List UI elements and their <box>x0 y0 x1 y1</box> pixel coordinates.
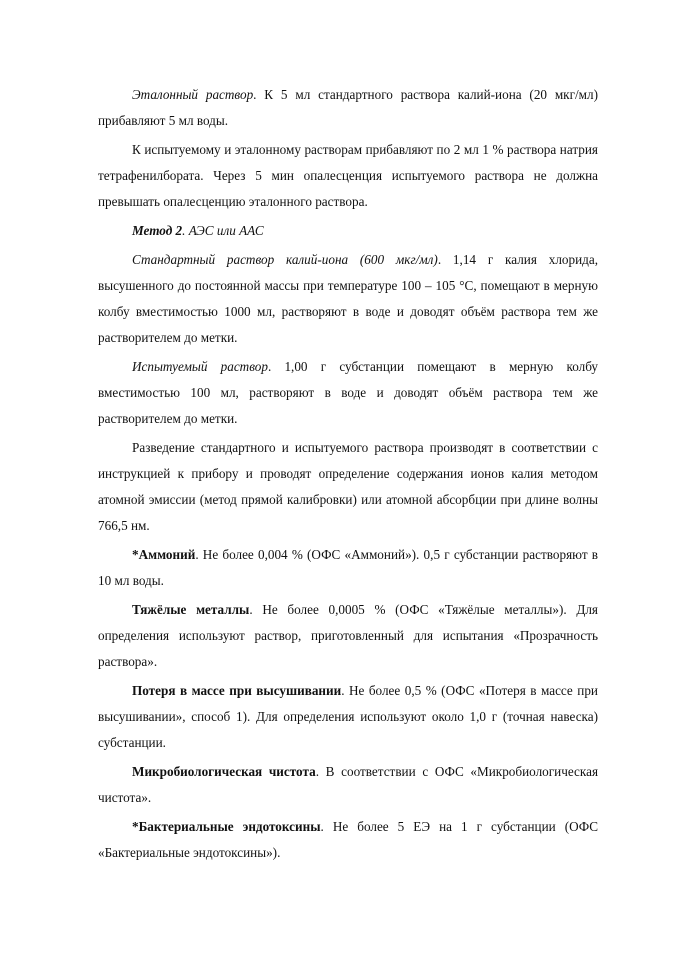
bacterial-endotoxins-text: . Не более 5 ЕЭ на 1 г субстанции (ОФС «Бактериальные эндотоксины»). <box>98 819 599 860</box>
ammonium-label: *Аммоний <box>132 547 196 562</box>
dilution-text: Разведение стандартного и испытуемого раствора производят в соответствии с инструкцией к прибору и проводят определение содержания ионов калия методом атомной эмиссии (метод прямой калибровки) или атомной абсорбции при длине волны 766,5 нм. <box>98 440 598 533</box>
method-2-heading <box>98 218 598 244</box>
dilution-paragraph <box>98 435 598 539</box>
standard-solution-paragraph <box>98 247 598 351</box>
reference-solution-paragraph <box>98 82 598 134</box>
test-solution-paragraph <box>98 354 598 432</box>
ammonium-text: . Не более 0,004 % (ОФС «Аммоний»). 0,5 г субстанции растворяют в 10 мл воды. <box>98 547 598 588</box>
heavy-metals-text: . Не более 0,0005 % (ОФС «Тяжёлые металлы»). Для определения используют раствор, приготовленный для испытания «Прозрачность раствора». <box>98 602 598 669</box>
microbiological-purity-paragraph <box>98 759 598 811</box>
document-body <box>98 82 598 869</box>
ammonium-paragraph <box>98 542 598 594</box>
standard-solution-label: Стандартный раствор калий-иона (600 мкг/мл) <box>132 252 438 267</box>
bacterial-endotoxins-paragraph <box>98 814 598 866</box>
microbiological-purity-text: . В соответствии с ОФС «Микробиологическая чистота». <box>98 764 599 805</box>
heavy-metals-paragraph <box>98 597 598 675</box>
reference-solution-label: Эталонный раствор <box>132 87 254 102</box>
reagent-addition-paragraph <box>98 137 598 215</box>
test-solution-text: . 1,00 г субстанции помещают в мерную колбу вместимостью 100 мл, растворяют в воде и доводят объём раствора тем же растворителем до метки. <box>98 359 599 426</box>
method-2-label: Метод 2 <box>132 223 183 238</box>
loss-on-drying-text: . Не более 0,5 % (ОФС «Потеря в массе при высушивании», способ 1). Для определения используют около 1,0 г (точная навеска) субстанции. <box>98 683 598 750</box>
bacterial-endotoxins-label: *Бактериальные эндотоксины <box>132 819 321 834</box>
heavy-metals-label: Тяжёлые металлы <box>132 602 250 617</box>
test-solution-label: Испытуемый раствор <box>132 359 268 374</box>
method-2-text: . АЭС или ААС <box>182 223 264 238</box>
reference-solution-text: . К 5 мл стандартного раствора калий-иона (20 мкг/мл) прибавляют 5 мл воды. <box>98 87 598 128</box>
loss-on-drying-label: Потеря в массе при высушивании <box>132 683 342 698</box>
microbiological-purity-label: Микробиологическая чистота <box>132 764 316 779</box>
loss-on-drying-paragraph <box>98 678 598 756</box>
standard-solution-text: . 1,14 г калия хлорида, высушенного до постоянной массы при температуре 100 – 105 °С, помещают в мерную колбу вместимостью 1000 мл, растворяют в воде и доводят объём раствора тем же растворителем до метки. <box>98 252 598 345</box>
reagent-addition-text: К испытуемому и эталонному растворам прибавляют по 2 мл 1 % раствора натрия тетрафенилбората. Через 5 мин опалесценция испытуемого раствора не должна превышать опалесценцию эталонного раствора. <box>98 142 598 209</box>
